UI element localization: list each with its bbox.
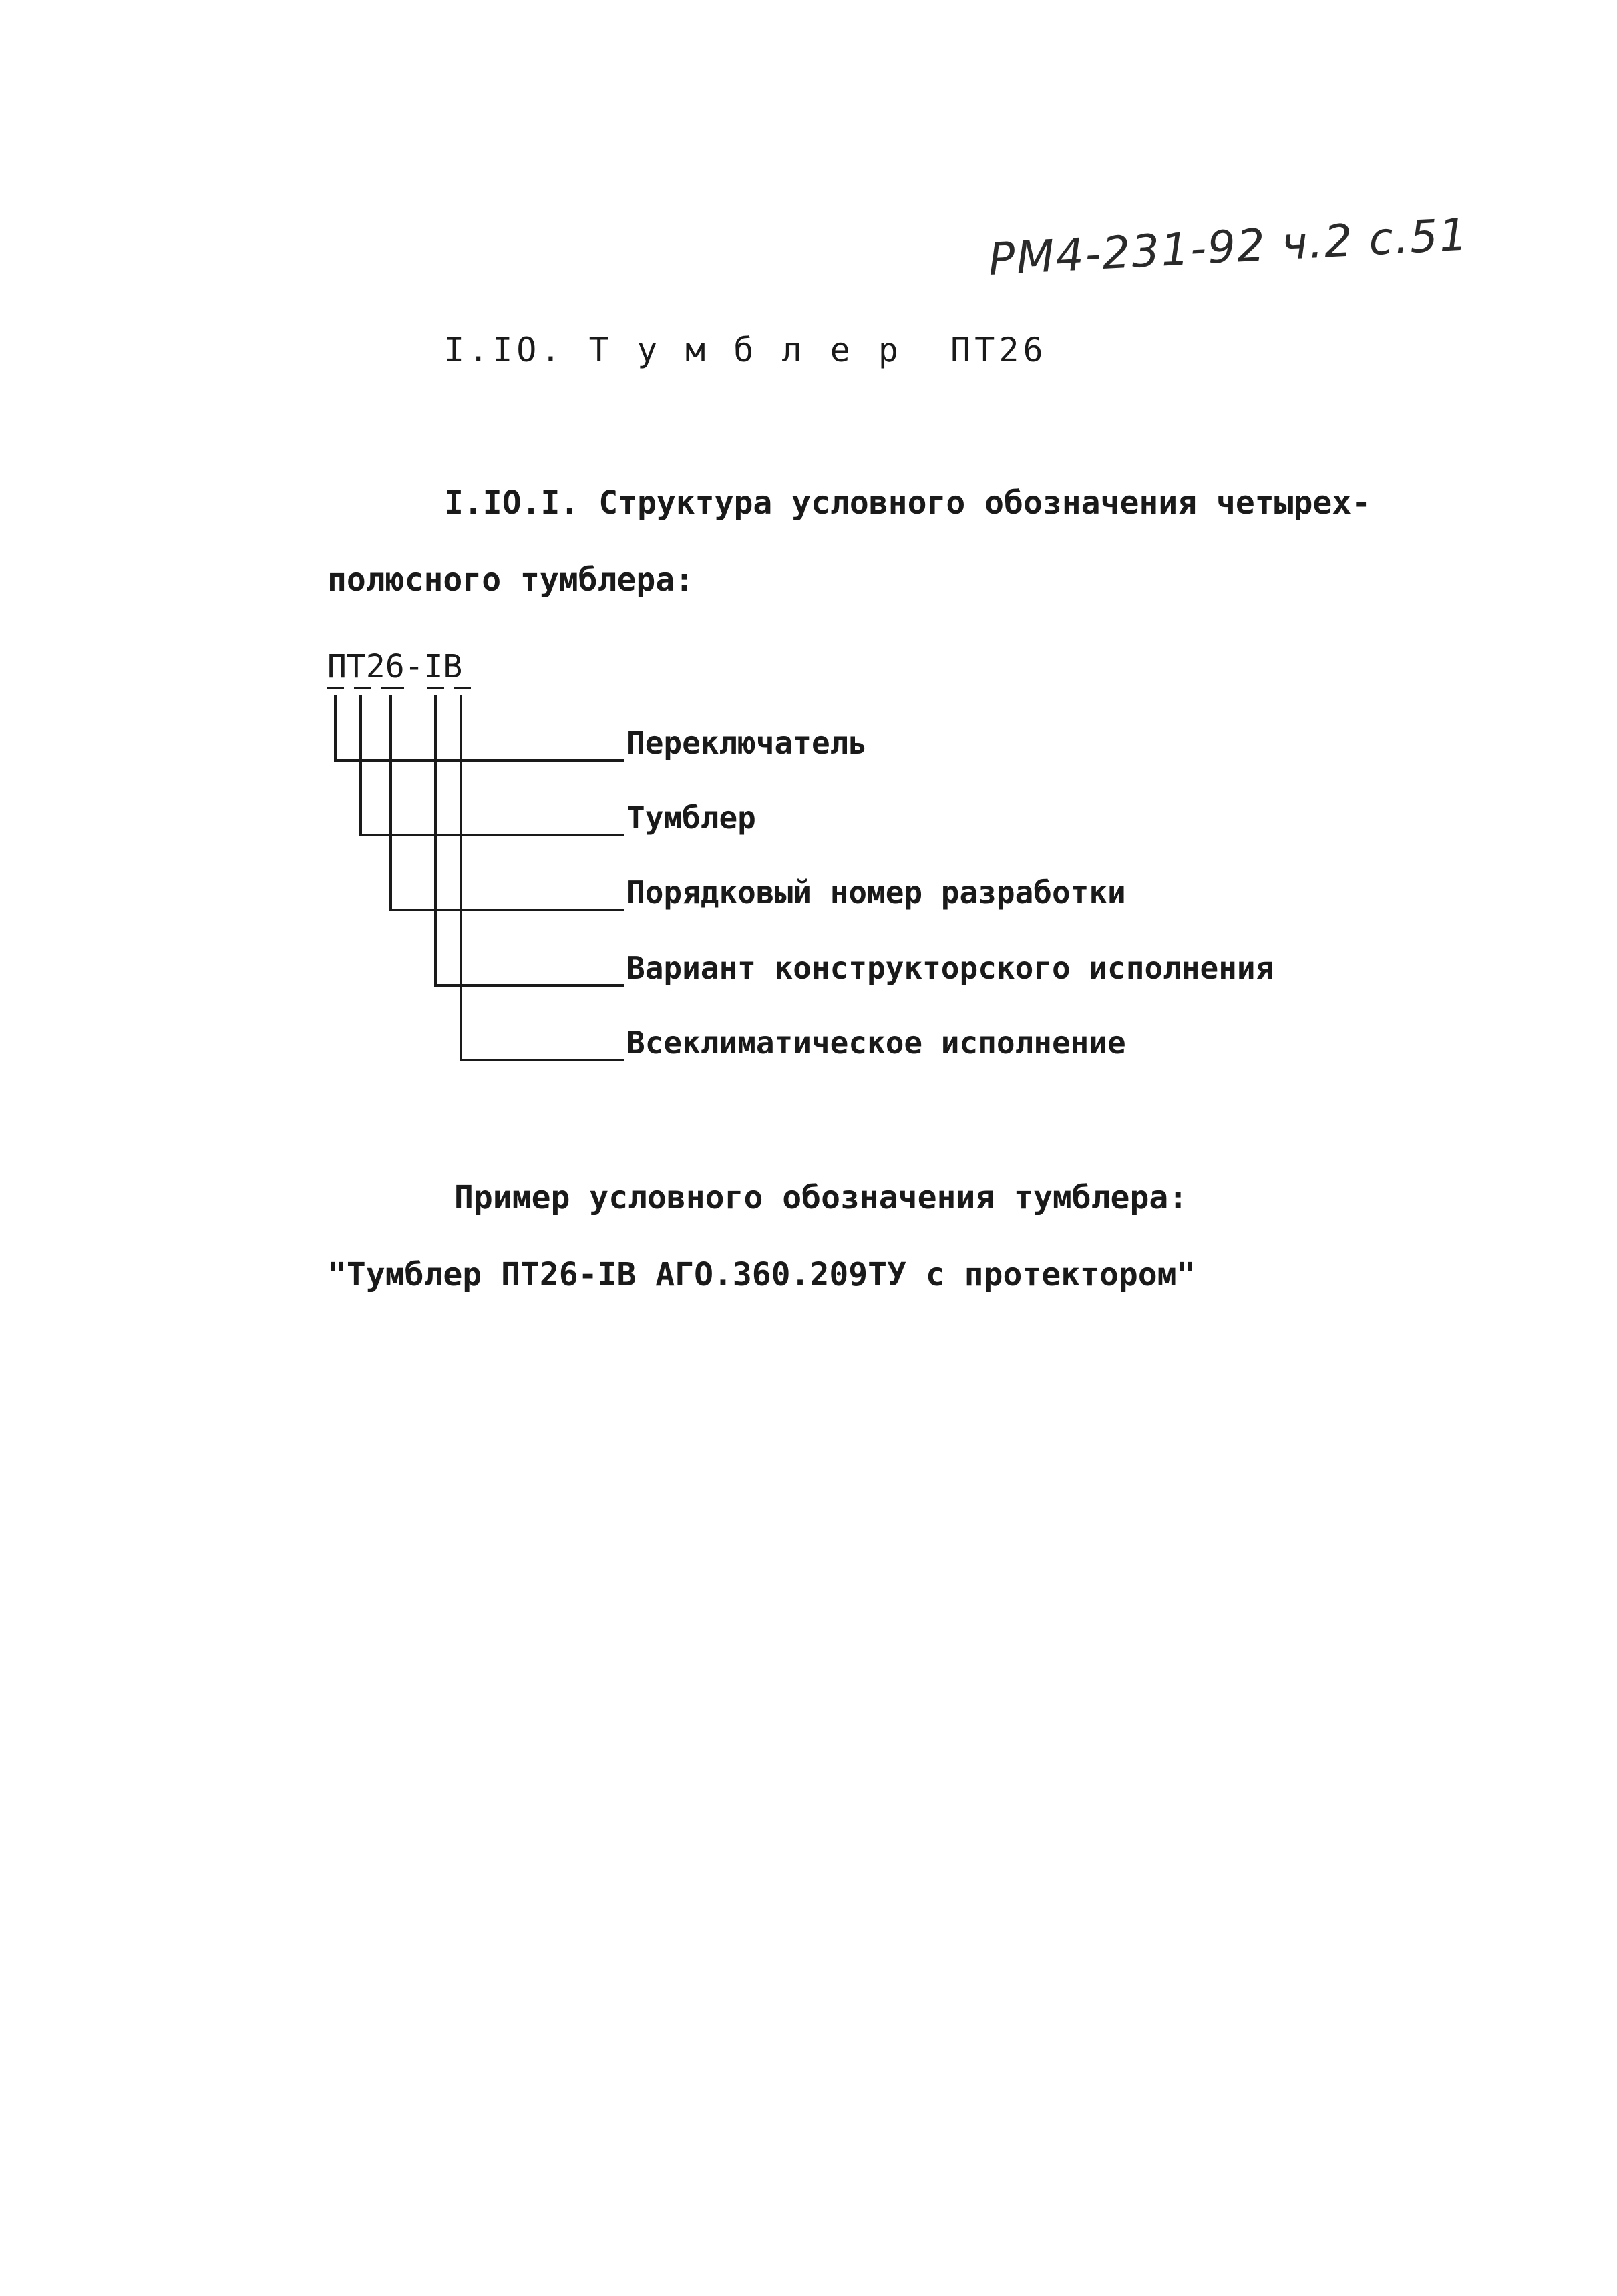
legend-label-5: Всеклиматическое исполнение (626, 1025, 1126, 1061)
leader-line-5 (461, 695, 624, 1060)
paragraph-line-2: полюсного тумблера: (327, 561, 695, 599)
leader-line-3 (391, 695, 624, 910)
designation-code: ПТ26-IВ (327, 648, 463, 685)
legend-label-2: Тумблер (626, 800, 756, 836)
paragraph-line-1: I.IO.I. Структура условного обозначения четырех- (444, 484, 1371, 522)
document-reference-handwritten: РМ4-231-92 ч.2 с.51 (986, 208, 1470, 285)
example-heading: Пример условного обозначения тумблера: (454, 1179, 1188, 1216)
section-title: I.IO. Т у м б л е р ПТ26 (444, 331, 1047, 369)
leader-line-1 (335, 695, 624, 760)
example-text: "Тумблер ПТ26-IВ АГО.360.209ТУ с протектором" (327, 1256, 1196, 1293)
leader-line-4 (435, 695, 624, 985)
legend-label-1: Переключатель (626, 725, 868, 761)
legend-label-4: Вариант конструкторского исполнения (626, 950, 1274, 986)
legend-label-3: Порядковый номер разработки (626, 874, 1126, 911)
leader-line-2 (361, 695, 624, 835)
